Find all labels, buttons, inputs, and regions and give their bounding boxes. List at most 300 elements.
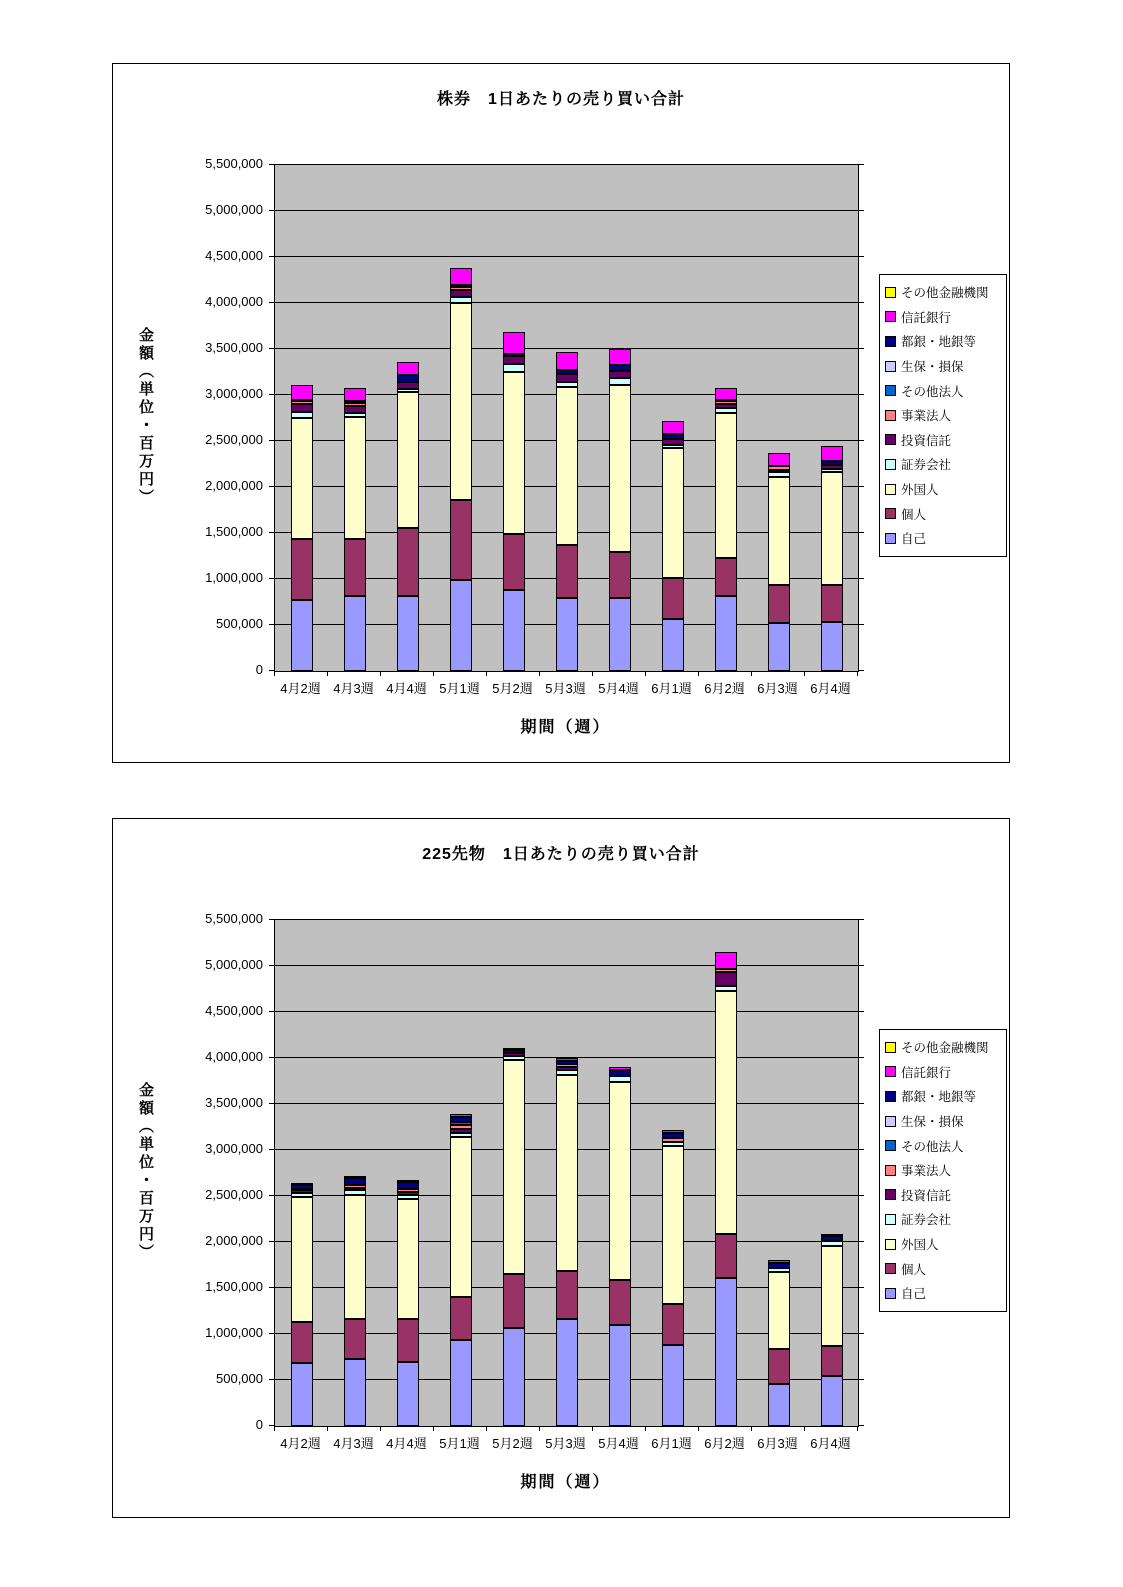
- y-axis-tick-mark-right: [858, 1195, 864, 1196]
- bar-segment-外国人: [609, 385, 631, 552]
- category-slot: [699, 165, 752, 671]
- bar-segment-自己: [503, 1328, 525, 1426]
- bar-segment-信託銀行: [715, 952, 737, 969]
- bar-segment-証券会社: [503, 364, 525, 372]
- bar-segment-外国人: [503, 1060, 525, 1274]
- legend-item-その他金融機関: [885, 1035, 1004, 1060]
- y-axis-tick-label: 2,000,000: [205, 478, 263, 493]
- bar-segment-証券会社: [609, 1076, 631, 1082]
- bar-segment-自己: [821, 1376, 843, 1426]
- legend-swatch-icon: [885, 1214, 896, 1225]
- stock-chart-plot-area: [274, 164, 859, 672]
- bar-segment-証券会社: [556, 1070, 578, 1075]
- futures-chart-x-axis-title: 期間（週）: [520, 1474, 611, 1491]
- bar-segment-都銀・地銀等: [397, 1182, 419, 1189]
- y-axis-tick-label: 2,500,000: [205, 1187, 263, 1202]
- stock-chart-legend: [879, 274, 1007, 557]
- x-axis-tick-label: 6月2週: [704, 681, 745, 696]
- y-axis-tick-mark-right: [858, 670, 864, 671]
- bar-segment-個人: [503, 1274, 525, 1328]
- y-axis-tick-mark-right: [858, 256, 864, 257]
- y-axis-tick-mark: [269, 1333, 275, 1334]
- bar-segment-事業法人: [450, 287, 472, 290]
- bar-segment-都銀・地銀等: [397, 375, 419, 382]
- bar-segment-個人: [344, 1319, 366, 1359]
- bar-segment-証券会社: [821, 469, 843, 472]
- x-axis-tick-label: 5月3週: [545, 681, 586, 696]
- y-axis-tick-mark-right: [858, 348, 864, 349]
- legend-item-自己: [885, 1281, 1004, 1306]
- y-axis-tick-label: 4,500,000: [205, 1003, 263, 1018]
- legend-label: 事業法人: [901, 409, 952, 424]
- bar-segment-個人: [662, 578, 684, 619]
- x-axis-tick-mark: [274, 671, 275, 676]
- x-axis-tick-mark: [592, 1426, 593, 1431]
- bar-segment-信託銀行: [715, 388, 737, 400]
- bar-segment-外国人: [450, 1137, 472, 1297]
- stock-chart-title: 株券 1日あたりの売り買い合計: [437, 91, 685, 108]
- bar-segment-証券会社: [291, 412, 313, 418]
- bar-segment-証券会社: [556, 382, 578, 387]
- y-axis-tick-mark: [269, 440, 275, 441]
- legend-label: 証券会社: [901, 1213, 952, 1228]
- y-axis-tick-label: 5,000,000: [205, 202, 263, 217]
- bar-segment-個人: [503, 534, 525, 590]
- legend-swatch-icon: [885, 287, 896, 298]
- legend-swatch-icon: [885, 484, 896, 495]
- stock-chart-frame: [112, 63, 1010, 763]
- bar-segment-事業法人: [662, 1138, 684, 1142]
- bar-segment-投資信託: [768, 470, 790, 472]
- bar-segment-都銀・地銀等: [609, 365, 631, 371]
- category-slot: [593, 165, 646, 671]
- bar-segment-個人: [768, 1349, 790, 1384]
- y-axis-tick-mark-right: [858, 919, 864, 920]
- y-axis-tick-mark: [269, 919, 275, 920]
- bar-segment-外国人: [291, 418, 313, 539]
- bar-segment-信託銀行: [450, 1114, 472, 1117]
- bar-segment-証券会社: [503, 1056, 525, 1060]
- y-axis-tick-mark: [269, 256, 275, 257]
- y-axis-tick-mark-right: [858, 440, 864, 441]
- y-axis-tick-mark: [269, 348, 275, 349]
- category-slot: [646, 920, 699, 1426]
- y-axis-tick-label: 5,000,000: [205, 957, 263, 972]
- category-slot: [752, 920, 805, 1426]
- legend-label: 都銀・地銀等: [901, 1090, 977, 1105]
- x-axis-tick-label: 4月4週: [386, 1436, 427, 1451]
- bar-segment-個人: [450, 500, 472, 580]
- legend-item-信託銀行: [885, 305, 1004, 330]
- bar-segment-投資信託: [821, 465, 843, 469]
- y-axis-tick-label: 0: [255, 662, 263, 677]
- bar-segment-外国人: [821, 472, 843, 585]
- legend-item-外国人: [885, 477, 1004, 502]
- x-axis-tick-mark: [857, 1426, 858, 1431]
- y-axis-tick-mark-right: [858, 302, 864, 303]
- legend-item-その他金融機関: [885, 280, 1004, 305]
- x-axis-tick-label: 4月4週: [386, 681, 427, 696]
- bar-segment-事業法人: [344, 403, 366, 406]
- bar-segment-投資信託: [503, 1053, 525, 1056]
- x-axis-tick-label: 6月4週: [810, 1436, 851, 1451]
- bar-segment-自己: [556, 598, 578, 671]
- bar-segment-都銀・地銀等: [344, 401, 366, 403]
- y-axis-tick-label: 4,500,000: [205, 248, 263, 263]
- x-axis-tick-mark: [433, 671, 434, 676]
- y-axis-tick-mark-right: [858, 394, 864, 395]
- legend-item-その他法人: [885, 1133, 1004, 1158]
- legend-label: 事業法人: [901, 1164, 952, 1179]
- bar-segment-外国人: [556, 1075, 578, 1271]
- x-axis-tick-label: 4月3週: [333, 1436, 374, 1451]
- x-axis-tick-label: 4月3週: [333, 681, 374, 696]
- futures-chart-legend: [879, 1029, 1007, 1312]
- bar-segment-個人: [821, 1346, 843, 1376]
- legend-item-その他法人: [885, 378, 1004, 403]
- x-axis-tick-mark: [486, 1426, 487, 1431]
- y-axis-tick-label: 5,500,000: [205, 156, 263, 171]
- category-slot: [752, 165, 805, 671]
- bar-segment-証券会社: [715, 408, 737, 413]
- x-axis-tick-mark: [274, 1426, 275, 1431]
- y-axis-tick-label: 2,500,000: [205, 432, 263, 447]
- legend-item-生保・損保: [885, 354, 1004, 379]
- bar-segment-外国人: [291, 1197, 313, 1322]
- futures-chart-plot-area: [274, 919, 859, 1427]
- bar-segment-事業法人: [450, 1125, 472, 1129]
- y-axis-tick-mark: [269, 624, 275, 625]
- bar-segment-信託銀行: [662, 1130, 684, 1133]
- y-axis-tick-mark-right: [858, 1149, 864, 1150]
- bar-segment-信託銀行: [503, 1048, 525, 1050]
- bar-segment-投資信託: [344, 1188, 366, 1190]
- legend-swatch-icon: [885, 1091, 896, 1102]
- legend-swatch-icon: [885, 1140, 896, 1151]
- legend-swatch-icon: [885, 1165, 896, 1176]
- legend-label: 投資信託: [901, 1188, 952, 1203]
- legend-swatch-icon: [885, 311, 896, 322]
- bar-segment-個人: [450, 1297, 472, 1340]
- legend-swatch-icon: [885, 508, 896, 519]
- bar-segment-自己: [768, 623, 790, 671]
- category-slot: [699, 920, 752, 1426]
- x-axis-tick-label: 6月3週: [757, 681, 798, 696]
- legend-item-事業法人: [885, 403, 1004, 428]
- x-axis-tick-mark: [433, 1426, 434, 1431]
- bar-segment-個人: [291, 1322, 313, 1363]
- y-axis-tick-mark-right: [858, 1241, 864, 1242]
- y-axis-tick-mark: [269, 1103, 275, 1104]
- bar-segment-都銀・地銀等: [662, 434, 684, 439]
- x-axis-tick-label: 6月3週: [757, 1436, 798, 1451]
- bar-segment-信託銀行: [344, 388, 366, 401]
- bar-segment-自己: [821, 622, 843, 671]
- bar-segment-証券会社: [291, 1193, 313, 1197]
- x-axis-tick-mark: [751, 1426, 752, 1431]
- x-axis-tick-mark: [486, 671, 487, 676]
- legend-swatch-icon: [885, 459, 896, 470]
- bar-segment-その他法人: [450, 1122, 472, 1125]
- category-slot: [275, 920, 328, 1426]
- bar-segment-信託銀行: [291, 385, 313, 400]
- x-axis-tick-mark: [698, 671, 699, 676]
- legend-item-証券会社: [885, 452, 1004, 477]
- bar-segment-個人: [397, 1319, 419, 1362]
- y-axis-tick-mark: [269, 164, 275, 165]
- bar-segment-証券会社: [450, 297, 472, 303]
- bar-segment-都銀・地銀等: [556, 1061, 578, 1064]
- x-axis-tick-label: 6月4週: [810, 681, 851, 696]
- x-axis-tick-mark: [698, 1426, 699, 1431]
- x-axis-tick-label: 5月4週: [598, 1436, 639, 1451]
- bar-segment-信託銀行: [556, 352, 578, 370]
- legend-swatch-icon: [885, 410, 896, 421]
- y-axis-tick-mark-right: [858, 1103, 864, 1104]
- bar-segment-事業法人: [768, 466, 790, 470]
- x-axis-tick-mark: [804, 1426, 805, 1431]
- x-axis-tick-mark: [751, 671, 752, 676]
- y-axis-tick-mark-right: [858, 210, 864, 211]
- bar-segment-証券会社: [344, 1190, 366, 1195]
- legend-swatch-icon: [885, 1189, 896, 1200]
- bar-segment-投資信託: [715, 972, 737, 986]
- bar-segment-投資信託: [556, 1067, 578, 1070]
- bar-segment-投資信託: [291, 404, 313, 412]
- bar-segment-個人: [609, 552, 631, 598]
- y-axis-tick-label: 2,000,000: [205, 1233, 263, 1248]
- bar-segment-信託銀行: [768, 453, 790, 466]
- bar-segment-自己: [344, 596, 366, 671]
- category-slot: [487, 920, 540, 1426]
- x-axis-tick-label: 5月3週: [545, 1436, 586, 1451]
- x-axis-tick-mark: [645, 671, 646, 676]
- bar-segment-自己: [503, 590, 525, 671]
- bar-segment-事業法人: [397, 1189, 419, 1192]
- category-slot: [381, 920, 434, 1426]
- bar-segment-自己: [556, 1319, 578, 1426]
- bar-segment-投資信託: [450, 1129, 472, 1133]
- bar-segment-外国人: [609, 1082, 631, 1280]
- bar-segment-外国人: [662, 448, 684, 578]
- bar-segment-証券会社: [397, 389, 419, 392]
- bar-segment-個人: [715, 1234, 737, 1278]
- legend-swatch-icon: [885, 1116, 896, 1127]
- legend-item-事業法人: [885, 1158, 1004, 1183]
- legend-label: 証券会社: [901, 458, 952, 473]
- x-axis-tick-label: 6月1週: [651, 681, 692, 696]
- category-slot: [328, 920, 381, 1426]
- legend-label: 信託銀行: [901, 1065, 952, 1080]
- bar-segment-事業法人: [344, 1185, 366, 1188]
- bar-segment-自己: [450, 1340, 472, 1426]
- bar-segment-投資信託: [609, 371, 631, 378]
- y-axis-tick-mark-right: [858, 1379, 864, 1380]
- y-axis-tick-label: 1,500,000: [205, 1279, 263, 1294]
- x-axis-tick-label: 5月1週: [439, 681, 480, 696]
- bar-segment-投資信託: [291, 1190, 313, 1193]
- bar-segment-証券会社: [450, 1133, 472, 1137]
- legend-label: 生保・損保: [901, 360, 964, 375]
- y-axis-tick-mark-right: [858, 965, 864, 966]
- bar-segment-個人: [556, 545, 578, 598]
- y-axis-tick-mark: [269, 1241, 275, 1242]
- legend-item-都銀・地銀等: [885, 329, 1004, 354]
- bar-segment-信託銀行: [556, 1058, 578, 1061]
- bar-segment-自己: [715, 1278, 737, 1426]
- bar-segment-自己: [609, 1325, 631, 1426]
- bar-segment-都銀・地銀等: [450, 285, 472, 287]
- legend-swatch-icon: [885, 1288, 896, 1299]
- legend-item-信託銀行: [885, 1060, 1004, 1085]
- legend-label: 外国人: [901, 1238, 939, 1253]
- x-axis-tick-label: 6月2週: [704, 1436, 745, 1451]
- bar-segment-個人: [821, 585, 843, 622]
- category-slot: [540, 165, 593, 671]
- x-axis-tick-label: 4月2週: [280, 681, 321, 696]
- bar-segment-外国人: [503, 372, 525, 534]
- bar-segment-信託銀行: [344, 1176, 366, 1178]
- bar-segment-外国人: [821, 1246, 843, 1346]
- bar-segment-投資信託: [344, 406, 366, 413]
- bar-segment-自己: [344, 1359, 366, 1426]
- legend-item-個人: [885, 1256, 1004, 1281]
- bar-segment-投資信託: [662, 439, 684, 445]
- bar-segment-信託銀行: [397, 362, 419, 375]
- bar-segment-信託銀行: [450, 268, 472, 285]
- x-axis-tick-mark: [539, 1426, 540, 1431]
- legend-item-投資信託: [885, 428, 1004, 453]
- y-axis-tick-mark-right: [858, 532, 864, 533]
- bar-segment-自己: [662, 619, 684, 671]
- y-axis-tick-label: 1,000,000: [205, 570, 263, 585]
- y-axis-tick-mark: [269, 1011, 275, 1012]
- x-axis-tick-mark: [327, 1426, 328, 1431]
- bar-segment-都銀・地銀等: [344, 1178, 366, 1185]
- bar-segment-外国人: [397, 1199, 419, 1319]
- futures-chart-y-axis-title: 金額（単位・百万円）: [137, 1082, 154, 1262]
- legend-swatch-icon: [885, 1042, 896, 1053]
- legend-label: 外国人: [901, 483, 939, 498]
- bar-segment-証券会社: [609, 378, 631, 385]
- bar-segment-信託銀行: [821, 1234, 843, 1236]
- bar-segment-自己: [291, 600, 313, 671]
- legend-swatch-icon: [885, 336, 896, 347]
- x-axis-tick-label: 5月1週: [439, 1436, 480, 1451]
- y-axis-tick-mark: [269, 486, 275, 487]
- bar-segment-外国人: [344, 417, 366, 539]
- bar-segment-証券会社: [662, 1142, 684, 1146]
- category-slot: [381, 165, 434, 671]
- bar-segment-自己: [609, 598, 631, 671]
- legend-item-都銀・地銀等: [885, 1084, 1004, 1109]
- x-axis-tick-label: 5月2週: [492, 1436, 533, 1451]
- x-axis-tick-mark: [380, 671, 381, 676]
- y-axis-tick-mark: [269, 210, 275, 211]
- x-axis-tick-mark: [380, 1426, 381, 1431]
- bar-segment-信託銀行: [291, 1183, 313, 1185]
- futures-chart-title: 225先物 1日あたりの売り買い合計: [422, 846, 700, 863]
- category-slot: [540, 920, 593, 1426]
- bar-segment-外国人: [450, 303, 472, 500]
- bar-segment-自己: [662, 1345, 684, 1426]
- bar-segment-外国人: [662, 1146, 684, 1304]
- bar-segment-投資信託: [397, 382, 419, 389]
- legend-swatch-icon: [885, 361, 896, 372]
- bar-segment-投資信託: [397, 1192, 419, 1195]
- bar-segment-証券会社: [768, 472, 790, 477]
- category-slot: [434, 165, 487, 671]
- bar-segment-個人: [344, 539, 366, 596]
- bar-segment-外国人: [556, 387, 578, 545]
- y-axis-tick-mark: [269, 532, 275, 533]
- bar-segment-都銀・地銀等: [503, 1050, 525, 1053]
- bar-segment-証券会社: [715, 986, 737, 991]
- y-axis-tick-mark: [269, 1195, 275, 1196]
- legend-item-個人: [885, 501, 1004, 526]
- x-axis-tick-mark: [857, 671, 858, 676]
- x-axis-tick-label: 5月2週: [492, 681, 533, 696]
- bar-segment-信託銀行: [609, 349, 631, 365]
- y-axis-tick-label: 3,000,000: [205, 386, 263, 401]
- y-axis-tick-label: 0: [255, 1417, 263, 1432]
- bar-segment-都銀・地銀等: [291, 1185, 313, 1189]
- bar-segment-投資信託: [556, 374, 578, 382]
- bar-segment-事業法人: [715, 969, 737, 972]
- bar-segment-事業法人: [715, 401, 737, 404]
- legend-label: 信託銀行: [901, 310, 952, 325]
- x-axis-tick-mark: [804, 671, 805, 676]
- legend-swatch-icon: [885, 533, 896, 544]
- bar-segment-事業法人: [503, 354, 525, 356]
- bar-segment-外国人: [715, 991, 737, 1234]
- bar-segment-都銀・地銀等: [662, 1133, 684, 1138]
- y-axis-tick-mark: [269, 965, 275, 966]
- category-slot: [434, 920, 487, 1426]
- bar-segment-個人: [291, 539, 313, 600]
- bar-segment-個人: [556, 1271, 578, 1319]
- y-axis-tick-mark-right: [858, 624, 864, 625]
- bar-segment-証券会社: [344, 413, 366, 417]
- y-axis-tick-mark-right: [858, 1425, 864, 1426]
- legend-label: 自己: [901, 532, 927, 547]
- category-slot: [275, 165, 328, 671]
- legend-item-証券会社: [885, 1207, 1004, 1232]
- bar-segment-都銀・地銀等: [450, 1117, 472, 1122]
- legend-label: 投資信託: [901, 433, 952, 448]
- bar-segment-外国人: [768, 1272, 790, 1349]
- x-axis-tick-label: 6月1週: [651, 1436, 692, 1451]
- legend-swatch-icon: [885, 434, 896, 445]
- bar-segment-投資信託: [715, 404, 737, 408]
- bar-segment-外国人: [715, 413, 737, 558]
- x-axis-tick-mark: [645, 1426, 646, 1431]
- bar-segment-個人: [768, 585, 790, 623]
- y-axis-tick-mark-right: [858, 1057, 864, 1058]
- legend-item-生保・損保: [885, 1109, 1004, 1134]
- bar-segment-自己: [397, 1362, 419, 1426]
- bar-segment-都銀・地銀等: [821, 461, 843, 465]
- bar-segment-事業法人: [291, 401, 313, 404]
- bar-segment-証券会社: [768, 1268, 790, 1272]
- stock-chart-y-axis-title: 金額（単位・百万円）: [137, 327, 154, 507]
- bar-segment-個人: [662, 1304, 684, 1345]
- y-axis-tick-label: 3,500,000: [205, 1095, 263, 1110]
- legend-label: 自己: [901, 1287, 927, 1302]
- bar-segment-投資信託: [503, 356, 525, 364]
- bar-segment-外国人: [397, 392, 419, 528]
- bar-segment-都銀・地銀等: [556, 370, 578, 374]
